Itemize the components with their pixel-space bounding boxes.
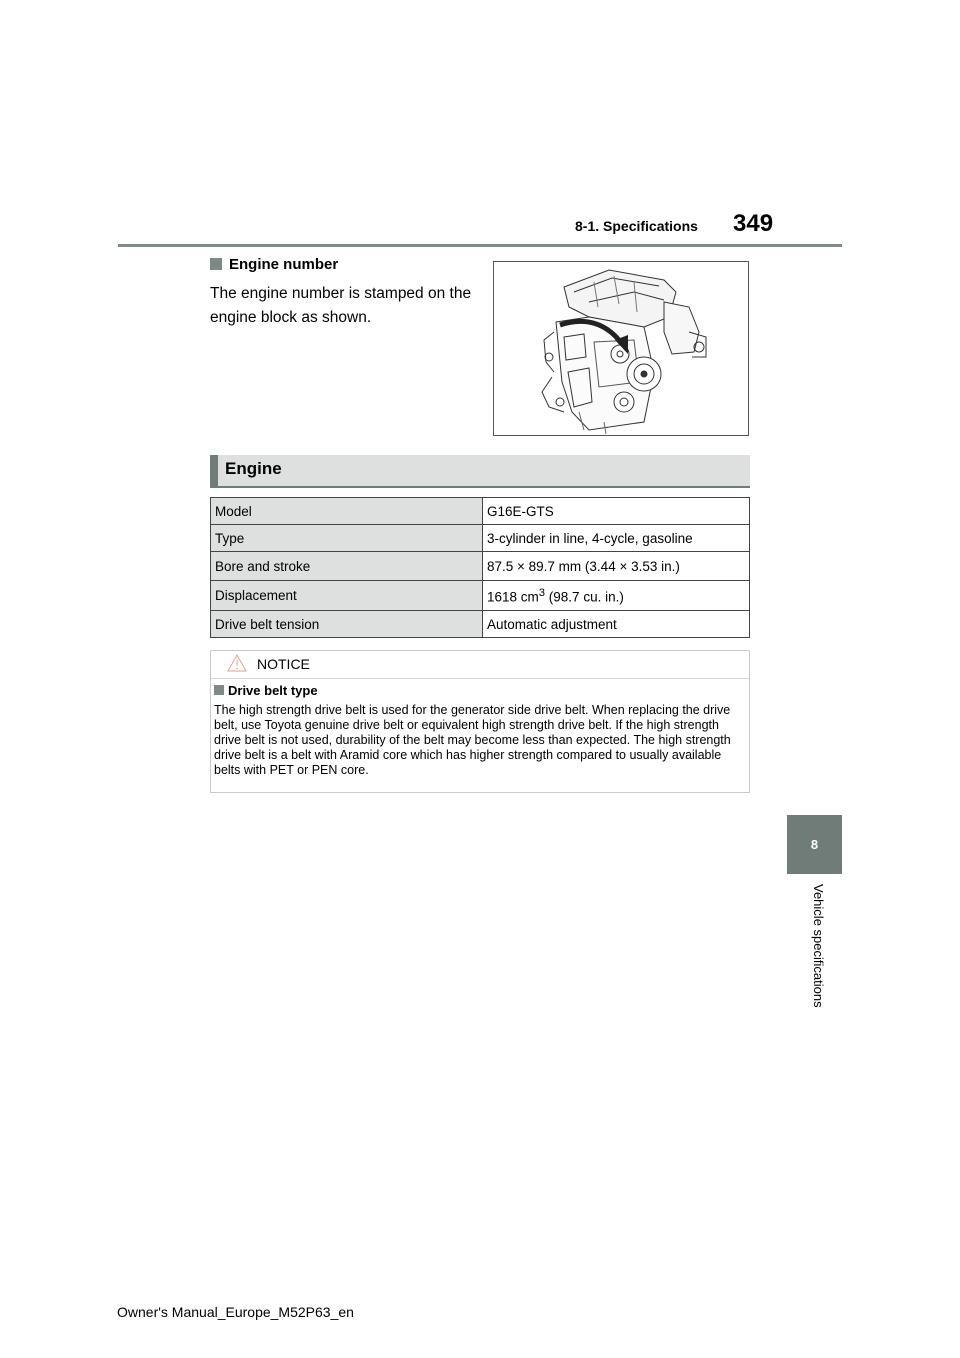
square-bullet-icon [214, 685, 224, 695]
footer-document-id: Owner's Manual_Europe_M52P63_en [117, 1304, 354, 1320]
square-bullet-icon [210, 258, 222, 270]
spec-value: G16E-GTS [483, 498, 750, 525]
engine-section-title: Engine [225, 459, 282, 478]
header-divider [118, 244, 842, 247]
spec-label: Type [211, 525, 483, 552]
engine-number-heading-text: Engine number [229, 256, 339, 273]
displacement-unit-exponent: 3 [538, 586, 546, 599]
notice-divider [211, 678, 749, 679]
chapter-number: 8 [810, 837, 819, 852]
displacement-value-imperial: (98.7 cu. in.) [545, 589, 624, 605]
page-number: 349 [733, 210, 774, 237]
spec-label: Drive belt tension [211, 611, 483, 638]
spec-value: 3-cylinder in line, 4-cycle, gasoline [483, 525, 750, 552]
warning-triangle-icon [226, 653, 248, 678]
spec-label: Displacement [211, 581, 483, 611]
header-section-title: 8-1. Specifications [575, 218, 698, 234]
spec-label: Bore and stroke [211, 552, 483, 581]
table-row [211, 552, 750, 581]
notice-title: NOTICE [257, 656, 310, 672]
engine-section-header [210, 455, 750, 486]
table-row [211, 525, 750, 552]
section-divider [210, 486, 750, 488]
chapter-label-text: Vehicle specifications [811, 884, 826, 1008]
spec-value [483, 581, 750, 611]
spec-value: 87.5 × 89.7 mm (3.44 × 3.53 in.) [483, 552, 750, 581]
notice-subheading-text: Drive belt type [228, 683, 318, 698]
table-row [211, 581, 750, 611]
notice-subheading [214, 683, 318, 698]
table-row [211, 611, 750, 638]
engine-number-text: The engine number is stamped on the engine block as shown. [210, 285, 472, 326]
spec-value: Automatic adjustment [483, 611, 750, 638]
engine-number-heading [210, 256, 338, 273]
table-row [211, 498, 750, 525]
engine-spec-table [210, 497, 750, 638]
notice-body-text: The high strength drive belt is used for the generator side drive belt. When replacing the drive belt, use Toyota genuine drive belt or equivalent high strength drive belt. If the high strength drive belt is not used, durability of the belt may become less than expected. The high strength drive belt is a belt with Aramid core which has higher strength compared to usually available belts with PET or PEN core. [214, 703, 731, 777]
displacement-value: 1618 cm [487, 589, 539, 605]
engine-illustration [493, 261, 749, 436]
spec-label: Model [211, 498, 483, 525]
chapter-label [808, 884, 828, 1034]
section-accent-bar [210, 455, 218, 486]
engine-illustration-icon [494, 262, 748, 435]
chapter-tab[interactable] [787, 815, 842, 874]
